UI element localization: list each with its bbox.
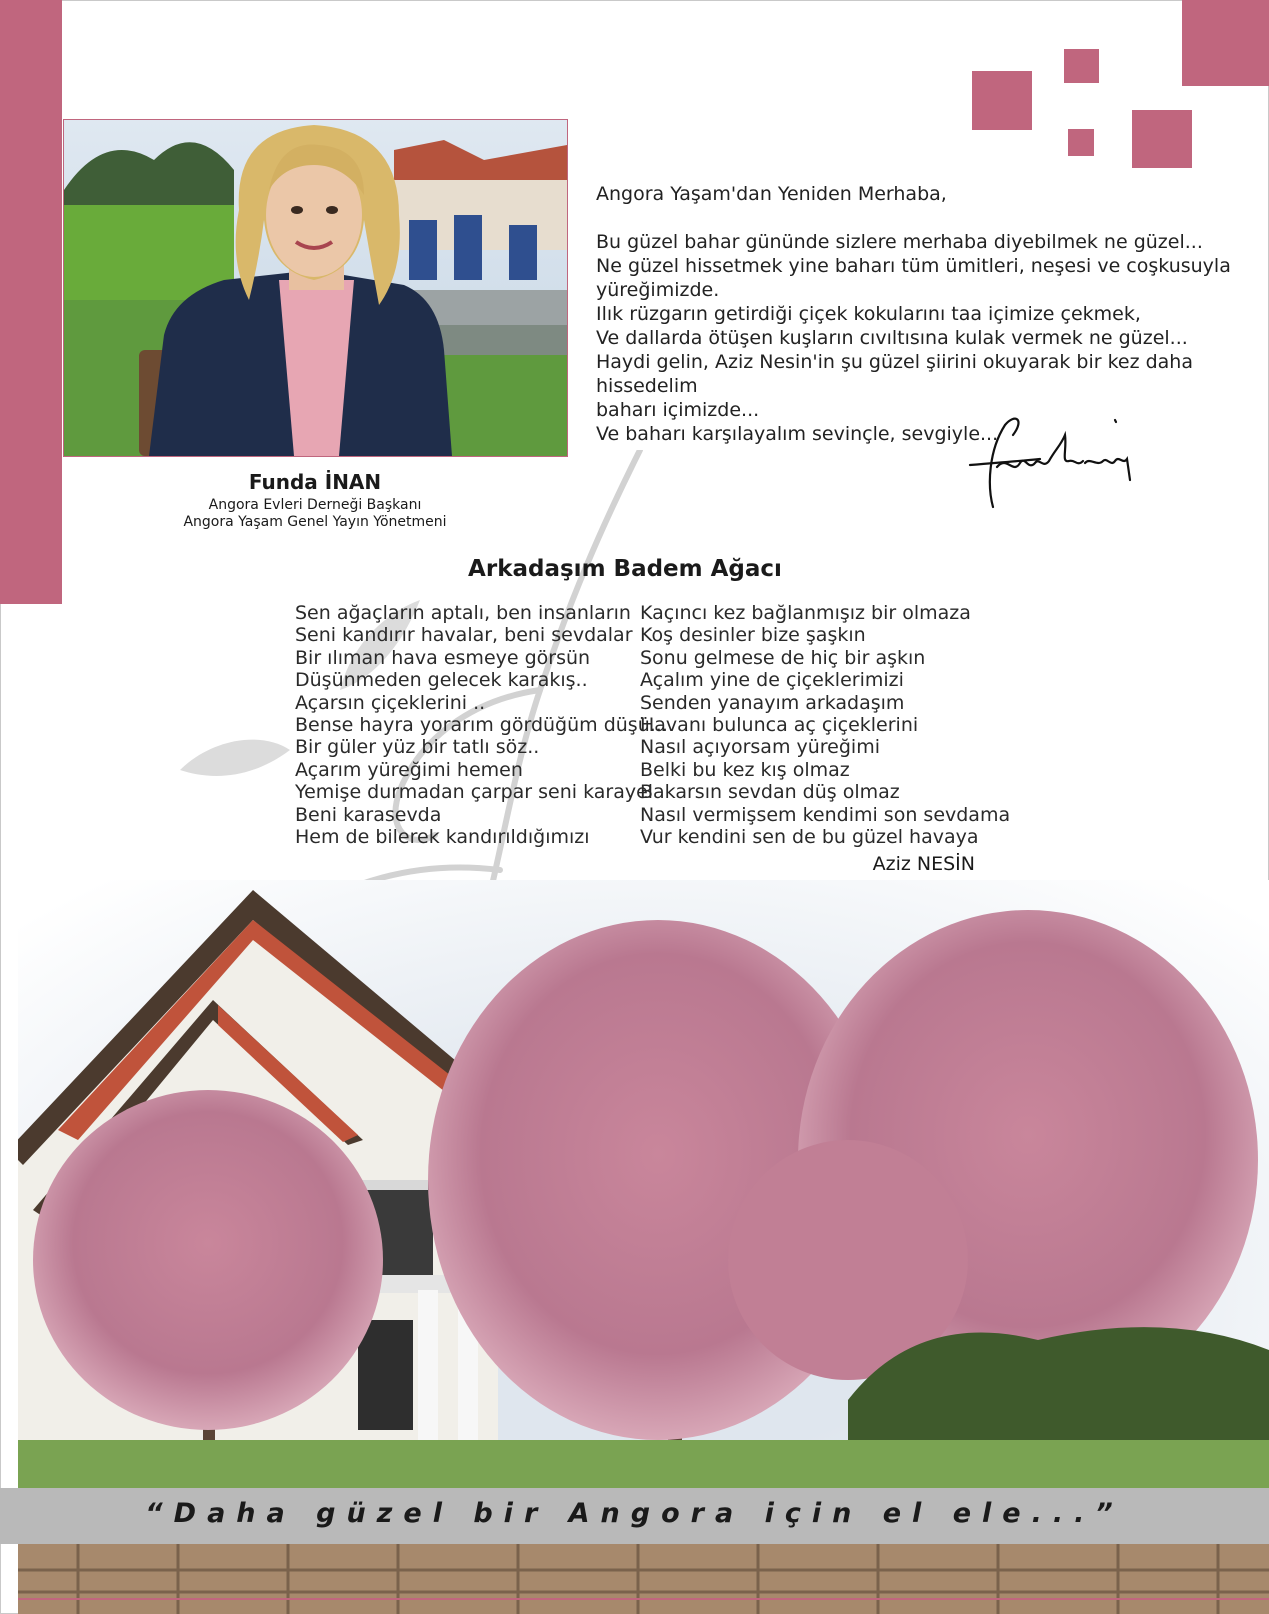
- poem-title: Arkadaşım Badem Ağacı: [468, 556, 782, 582]
- profile-title: Angora Evleri Derneği Başkanı: [208, 497, 422, 513]
- letter-greeting: Angora Yaşam'dan Yeniden Merhaba,: [596, 183, 947, 205]
- poem-line: Bakarsın sevdan düş olmaz: [640, 781, 900, 804]
- poem-right-column: [640, 602, 1010, 848]
- decor-square: [1182, 0, 1269, 86]
- poem-line: Havanı bulunca aç çiçeklerini: [640, 714, 919, 737]
- motto-text: “Daha güzel bir Angora için el ele...”: [145, 1498, 1124, 1529]
- letter-line: Bu güzel bahar gününde sizlere merhaba diyebilmek ne güzel...: [596, 231, 1203, 253]
- decor-square: [1064, 49, 1099, 83]
- letter-line: yüreğimizde.: [596, 279, 720, 301]
- poem-line: Bense hayra yorarım gördüğüm düşü...: [295, 714, 668, 737]
- letter-line: Haydi gelin, Aziz Nesin'in şu güzel şiirini okuyarak bir kez daha hissedelim: [596, 351, 1193, 397]
- left-accent-bar: [0, 0, 62, 604]
- poem-line: Senden yanayım arkadaşım: [640, 691, 905, 714]
- woman-portrait-icon: [64, 120, 567, 456]
- profile-name: Funda İNAN: [248, 470, 382, 494]
- decor-square: [1132, 110, 1192, 168]
- decor-square: [1068, 129, 1094, 156]
- poem-line: Vur kendini sen de bu güzel havaya: [640, 826, 979, 849]
- poem-line: Nasıl vermişsem kendimi son sevdama: [640, 803, 1011, 826]
- letter-line: baharı içimizde...: [596, 399, 760, 421]
- poem-line: Koş desinler bize şaşkın: [640, 624, 866, 647]
- letter-line: Ne güzel hissetmek yine baharı tüm ümitleri, neşesi ve coşkusuyla: [596, 255, 1231, 277]
- decor-square: [972, 71, 1032, 130]
- poem-line: Yemişe durmadan çarpar seni karayel: [295, 781, 654, 804]
- poem-line: Beni karasevda: [295, 803, 442, 826]
- poem-line: Belki bu kez kış olmaz: [640, 758, 850, 781]
- poem-line: Açarım yüreğimi hemen: [295, 758, 523, 781]
- profile-subtitle: Angora Yaşam Genel Yayın Yönetmeni: [183, 514, 447, 530]
- poem-line: Bir güler yüz bir tatlı söz..: [295, 736, 540, 759]
- letter-line: Ve dallarda ötüşen kuşların cıvıltısına kulak vermek ne güzel...: [596, 327, 1188, 349]
- poem-line: Sonu gelmese de hiç bir aşkın: [640, 646, 926, 669]
- letter-line: Ilık rüzgarın getirdiği çiçek kokularını taa içimize çekmek,: [596, 303, 1141, 325]
- poem-left-column: [295, 602, 668, 848]
- poem-line: Nasıl açıyorsam yüreğimi: [640, 736, 880, 759]
- poem-line: Hem de bilerek kandırıldığımızı: [295, 826, 590, 849]
- letter-line: Ve baharı karşılayalım sevinçle, sevgiyle...: [596, 423, 999, 445]
- signature-icon: [965, 405, 1145, 515]
- poem-author: Aziz NESİN: [872, 853, 975, 875]
- poem-line: Açarsın çiçeklerini ..: [295, 691, 486, 714]
- poem-line: Bir ılıman hava esmeye görsün: [295, 646, 591, 669]
- poem-line: Seni kandırır havalar, beni sevdalar: [295, 624, 633, 647]
- profile-photo: [63, 119, 568, 457]
- poem-line: Açalım yine de çiçeklerimizi: [640, 669, 904, 692]
- bottom-rule: [18, 1598, 1269, 1600]
- poem-line: Sen ağaçların aptalı, ben insanların: [295, 602, 631, 624]
- poem-line: Düşünmeden gelecek karakış..: [295, 669, 588, 692]
- poem-line: Kaçıncı kez bağlanmışız bir olmaza: [640, 602, 971, 624]
